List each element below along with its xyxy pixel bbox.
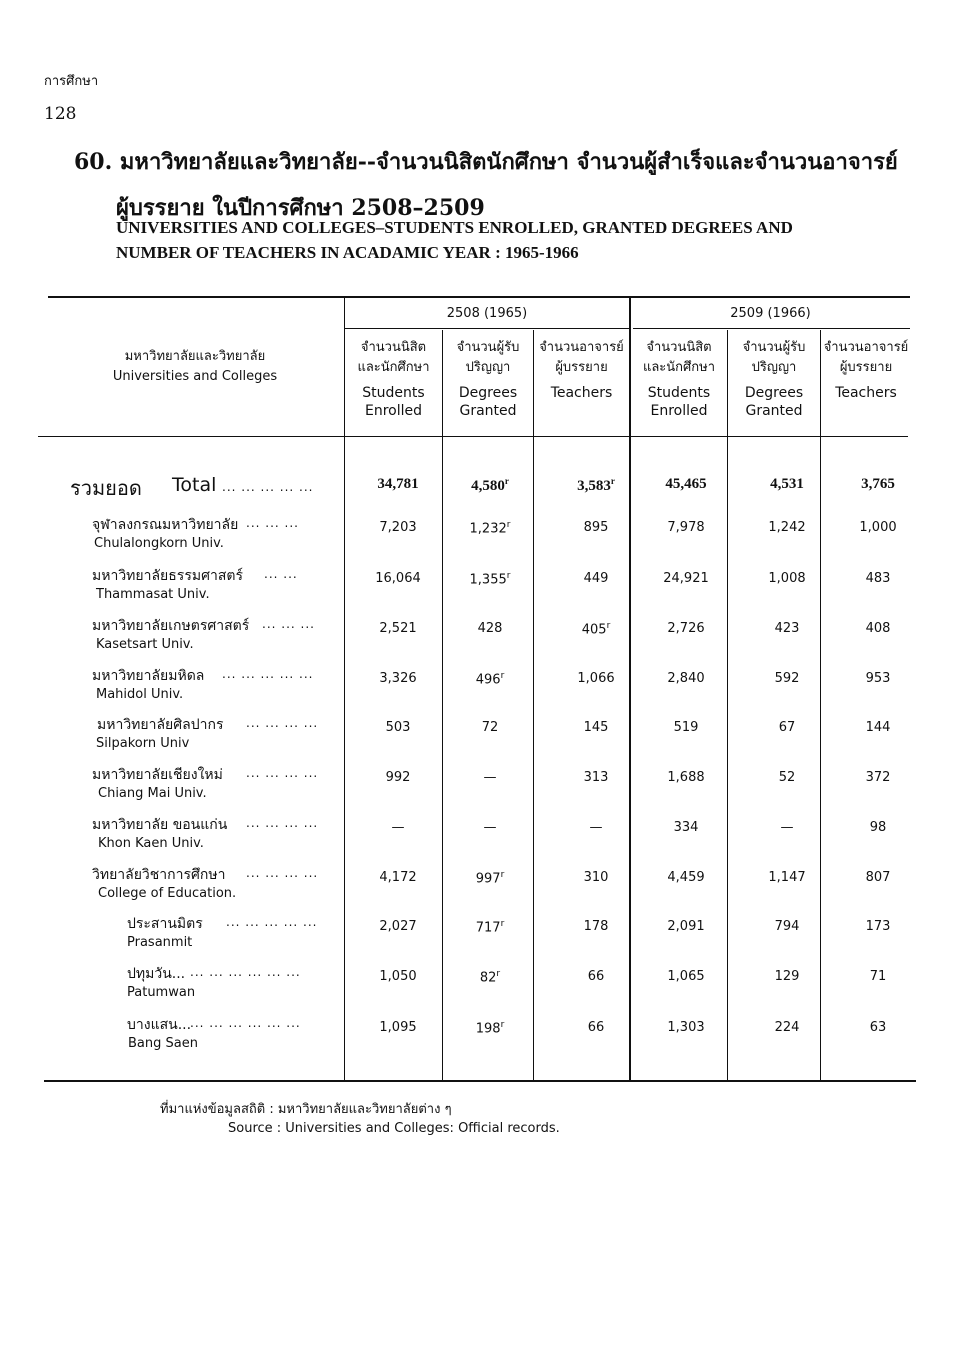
cell-number: 519 (673, 720, 699, 735)
cell-number: 34,781 (377, 476, 419, 492)
cell-value (353, 671, 443, 686)
leader-dots: ... ... (264, 567, 298, 581)
column-header-en1: Degrees (458, 385, 518, 401)
cell-number: 1,066 (577, 671, 615, 686)
cell-number: 405 (581, 622, 607, 638)
cell-value (641, 571, 731, 586)
row-name-thai: มหาวิทยาลัย ขอนแก่น (92, 817, 228, 833)
cell-number: 2,840 (667, 671, 705, 686)
title-english-line-2: NUMBER OF TEACHERS IN ACADAMIC YEAR : 1965-1966 (116, 243, 579, 262)
cell-value (353, 770, 443, 785)
cell-number: 1,232 (469, 521, 507, 537)
cell-value (833, 520, 923, 535)
revised-mark: r (504, 476, 509, 486)
revised-mark: r (506, 520, 511, 530)
cell-number: 173 (865, 919, 891, 934)
cell-number: 334 (673, 820, 699, 835)
cell-number: 72 (481, 720, 499, 735)
cell-value (641, 720, 731, 735)
cell-number: 4,459 (667, 870, 705, 885)
row-name-thai: มหาวิทยาลัยเชียงใหม่ (92, 767, 223, 783)
cell-number: 1,242 (768, 520, 806, 535)
cell-value (641, 1020, 731, 1035)
cell-value (641, 671, 731, 686)
cell-number: 2,027 (379, 919, 417, 934)
cell-value (551, 1020, 641, 1035)
cell-value (551, 671, 641, 686)
cell-number: 98 (869, 820, 887, 835)
cell-number: 45,465 (665, 476, 707, 492)
row-name-english: Thammasat Univ. (96, 587, 210, 602)
cell-number: 3,326 (379, 671, 417, 686)
leader-dots: ... ... ... ... (246, 816, 319, 830)
cell-number: 592 (774, 671, 800, 686)
row-name-thai: จุฬาลงกรณมหาวิทยาลัย (92, 517, 239, 533)
revised-mark: r (606, 621, 611, 631)
cell-value (742, 770, 832, 785)
row-name-thai: มหาวิทยาลัยมหิดล (92, 668, 205, 684)
column-header-en2: Enrolled (364, 403, 422, 419)
cell-number: 992 (385, 770, 411, 785)
cell-number: 4,580 (471, 478, 505, 494)
column-header-th1: จำนวนนิสิต (646, 340, 712, 355)
row-name-english: Bang Saen (128, 1036, 198, 1051)
table-row (0, 514, 966, 564)
cell-value (833, 770, 923, 785)
column-header-en1: Students (362, 385, 425, 401)
column-header-th1: จำนวนอาจารย์ (539, 340, 624, 355)
column-header-th1: จำนวนผู้รับ (456, 340, 520, 355)
cell-value (445, 571, 535, 587)
leader-dots: ... ... ... ... (246, 866, 319, 880)
title-english-line-1: UNIVERSITIES AND COLLEGES–STUDENTS ENROLLED, GRANTED DEGREES AND (116, 218, 793, 237)
cell-number: 1,000 (859, 520, 897, 535)
row-name-english: Patumwan (127, 985, 196, 1000)
cell-value (833, 621, 923, 636)
cell-value (742, 820, 832, 835)
year-header-1966: 2509 (1966) (730, 306, 811, 321)
column-header (345, 338, 442, 420)
table-row (0, 665, 966, 715)
cell-number: 3,765 (861, 476, 895, 492)
stub-header-thai: มหาวิทยาลัยและวิทยาลัย (124, 349, 266, 364)
cell-value (833, 476, 923, 493)
column-header (534, 338, 629, 402)
cell-value (833, 1020, 923, 1035)
column-header-en1: Students (647, 385, 711, 401)
cell-value (445, 919, 535, 935)
cell-value (742, 1020, 832, 1035)
cell-value (833, 870, 923, 885)
cell-number: 7,203 (379, 520, 417, 535)
cell-number: 145 (583, 720, 609, 735)
column-header-th2: ปริญญา (751, 360, 797, 375)
cell-value (445, 520, 535, 536)
row-name-thai: มหาวิทยาลัยศิลปากร (97, 717, 224, 733)
cell-number: 24,921 (663, 571, 709, 586)
cell-number: 2,091 (667, 919, 705, 934)
column-header (443, 338, 533, 420)
cell-number: 1,050 (379, 969, 417, 984)
row-name-english: Chulalongkorn Univ. (94, 536, 224, 551)
cell-value (742, 571, 832, 586)
cell-value (353, 476, 443, 493)
column-header-th2: และนักศึกษา (357, 360, 430, 375)
cell-value (353, 870, 443, 885)
cell-number: 1,303 (667, 1020, 705, 1035)
cell-value (641, 476, 731, 493)
cell-value (833, 969, 923, 984)
cell-number: 3,583 (577, 478, 611, 494)
cell-number: 66 (587, 969, 605, 984)
cell-number: 428 (477, 621, 503, 636)
cell-number: 313 (583, 770, 609, 785)
cell-value (353, 820, 443, 835)
section-header: การศึกษา (44, 74, 99, 89)
cell-value (551, 476, 641, 495)
cell-value (445, 476, 535, 495)
cell-value (833, 571, 923, 586)
cell-value (445, 770, 535, 785)
table-top-rule (48, 296, 910, 298)
cell-number: 4,172 (379, 870, 417, 885)
revised-mark: r (500, 919, 505, 929)
cell-value (742, 671, 832, 686)
revised-mark: r (506, 571, 511, 581)
cell-value (833, 671, 923, 686)
row-name-thai: รวมยอด (70, 476, 142, 500)
cell-value (551, 820, 641, 835)
cell-value (445, 671, 535, 687)
table-row (0, 1014, 966, 1064)
cell-number: 1,147 (768, 870, 806, 885)
column-header-th2: และนักศึกษา (642, 360, 716, 375)
cell-number: 66 (587, 1020, 605, 1035)
cell-value (551, 870, 641, 885)
column-header-th2: ผู้บรรยาย (839, 360, 893, 375)
leader-dots: ... ... ... ... (246, 766, 319, 780)
column-header-th2: ผู้บรรยาย (555, 360, 608, 375)
cell-value (641, 621, 731, 636)
cell-value (353, 571, 443, 586)
cell-number: — (483, 770, 497, 785)
cell-value (353, 621, 443, 636)
cell-number: — (780, 820, 794, 835)
row-name-english: Prasanmit (127, 935, 193, 950)
cell-value (742, 720, 832, 735)
row-name-english: Mahidol Univ. (96, 687, 184, 702)
cell-value (445, 1020, 535, 1036)
cell-value (353, 1020, 443, 1035)
cell-value (353, 520, 443, 535)
cell-number: 503 (385, 720, 411, 735)
cell-number: 2,521 (379, 621, 417, 636)
cell-value (445, 820, 535, 835)
table-row (0, 615, 966, 665)
cell-value (742, 476, 832, 493)
cell-value (551, 621, 641, 637)
column-header (631, 338, 727, 420)
revised-mark: r (610, 476, 615, 486)
cell-value (641, 770, 731, 785)
cell-number: 2,726 (667, 621, 705, 636)
cell-value (551, 770, 641, 785)
cell-number: 129 (774, 969, 800, 984)
cell-number: 178 (583, 919, 609, 934)
revised-mark: r (500, 671, 505, 681)
cell-number: 52 (778, 770, 796, 785)
cell-value (353, 919, 443, 934)
cell-value (445, 720, 535, 735)
cell-number: 1,355 (469, 572, 507, 588)
leader-dots: ... ... ... (262, 617, 315, 631)
cell-value (833, 720, 923, 735)
cell-value (445, 870, 535, 886)
leader-dots: ... ... ... ... ... ... (190, 1016, 301, 1030)
cell-number: 71 (869, 969, 887, 984)
cell-number: 483 (865, 571, 891, 586)
table-row (0, 565, 966, 615)
cell-value (551, 720, 641, 735)
cell-number: — (589, 820, 603, 835)
cell-number: 224 (774, 1020, 800, 1035)
revised-mark: r (500, 1020, 505, 1030)
column-header-th2: ปริญญา (465, 360, 511, 375)
cell-number: 144 (865, 720, 891, 735)
stub-header-english: Universities and Colleges (112, 369, 278, 384)
cell-number: 310 (583, 870, 609, 885)
cell-number: — (483, 820, 497, 835)
column-header-th1: จำนวนผู้รับ (742, 340, 806, 355)
column-header-en1: Degrees (744, 385, 804, 401)
cell-value (833, 820, 923, 835)
cell-number: 807 (865, 870, 891, 885)
cell-value (551, 571, 641, 586)
column-header-en2: Granted (745, 403, 803, 419)
row-name-thai: มหาวิทยาลัยเกษตรศาสตร์ (92, 618, 250, 634)
cell-number: 16,064 (375, 571, 421, 586)
cell-value (445, 969, 535, 985)
cell-value (641, 520, 731, 535)
leader-dots: ... ... ... (246, 516, 299, 530)
cell-number: 1,065 (667, 969, 705, 984)
cell-number: 7,978 (667, 520, 705, 535)
cell-number: 997 (475, 871, 501, 887)
source-thai: ที่มาแห่งข้อมูลสถิติ : มหาวิทยาลัยและวิทยาลัยต่าง ๆ (160, 1102, 452, 1117)
column-header (821, 338, 911, 402)
cell-number: 67 (778, 720, 796, 735)
cell-value (641, 919, 731, 934)
title-thai-line-2: ผู้บรรยาย ในปีการศึกษา 2508–2509 (116, 195, 485, 221)
cell-number: 895 (583, 520, 609, 535)
cell-value (742, 870, 832, 885)
revised-mark: r (500, 870, 505, 880)
cell-number: 1,095 (379, 1020, 417, 1035)
title-thai-line-1: 60. มหาวิทยาลัยและวิทยาลัย--จำนวนนิสิตนักศึกษา จำนวนผู้สำเร็จและจำนวนอาจารย์ (74, 149, 898, 175)
cell-value (641, 969, 731, 984)
cell-value (742, 621, 832, 636)
cell-value (551, 919, 641, 934)
cell-number: 1,008 (768, 571, 806, 586)
cell-number: 449 (583, 571, 609, 586)
cell-value (641, 870, 731, 885)
leader-dots: ... ... ... ... (246, 716, 319, 730)
table-bottom-rule (44, 1080, 916, 1082)
cell-value (833, 919, 923, 934)
table-row (0, 913, 966, 963)
cell-value (353, 720, 443, 735)
cell-number: 372 (865, 770, 891, 785)
column-header-en2: Granted (459, 403, 517, 419)
cell-value (551, 969, 641, 984)
cell-value (445, 621, 535, 636)
row-name-thai: มหาวิทยาลัยธรรมศาสตร์ (92, 568, 243, 584)
row-name-english: College of Education. (98, 886, 237, 901)
cell-number: 63 (869, 1020, 887, 1035)
cell-value (641, 820, 731, 835)
row-name-thai: ประสานมิตร (127, 916, 203, 932)
column-header-th1: จำนวนนิสิต (360, 340, 427, 355)
cell-number: 496 (475, 672, 501, 688)
row-name-english: Silpakorn Univ (96, 736, 190, 751)
cell-value (742, 969, 832, 984)
cell-number: 4,531 (770, 476, 804, 492)
cell-number: 82 (479, 970, 497, 986)
cell-number: 717 (475, 920, 501, 936)
row-name-english: Kasetsart Univ. (96, 637, 194, 652)
table-row (0, 814, 966, 864)
column-header-en1: Teachers (550, 385, 613, 401)
column-header-en1: Teachers (835, 385, 897, 401)
row-name-thai: วิทยาลัยวิชาการศึกษา (92, 867, 226, 883)
year-group-rule-2 (633, 328, 910, 329)
leader-dots: ... ... ... ... ... (222, 667, 314, 681)
cell-value (742, 520, 832, 535)
leader-dots: ... ... ... ... ... ... (190, 965, 301, 979)
cell-number: 1,688 (667, 770, 705, 785)
cell-value (551, 520, 641, 535)
column-header-en2: Enrolled (650, 403, 708, 419)
stub-header (70, 347, 320, 387)
cell-value (353, 969, 443, 984)
table-row (0, 764, 966, 814)
cell-number: 198 (475, 1021, 501, 1037)
cell-number: 408 (865, 621, 891, 636)
cell-value (742, 919, 832, 934)
cell-number: 423 (774, 621, 800, 636)
cell-number: 953 (865, 671, 891, 686)
table-row (0, 963, 966, 1013)
header-bottom-rule (38, 436, 908, 437)
row-name-english: Chiang Mai Univ. (98, 786, 207, 801)
leader-dots: ... ... ... ... ... (226, 915, 318, 929)
page-number: 128 (44, 104, 77, 124)
row-name-english: Total (172, 474, 217, 496)
row-name-thai: ปทุมวัน... (127, 966, 186, 982)
cell-number: — (391, 820, 405, 835)
leader-dots: ... ... ... ... ... (222, 480, 314, 494)
revised-mark: r (496, 969, 501, 979)
table-row (0, 714, 966, 764)
row-name-english: Khon Kaen Univ. (98, 836, 204, 851)
column-header (728, 338, 820, 420)
cell-number: 794 (774, 919, 800, 934)
year-group-rule-1 (345, 328, 629, 329)
row-name-thai: บางแสน... (127, 1017, 192, 1033)
column-header-th1: จำนวนอาจารย์ (823, 340, 909, 355)
table-row (0, 864, 966, 914)
year-header-1965: 2508 (1965) (446, 306, 528, 321)
source-english: Source : Universities and Colleges: Official records. (228, 1121, 560, 1136)
